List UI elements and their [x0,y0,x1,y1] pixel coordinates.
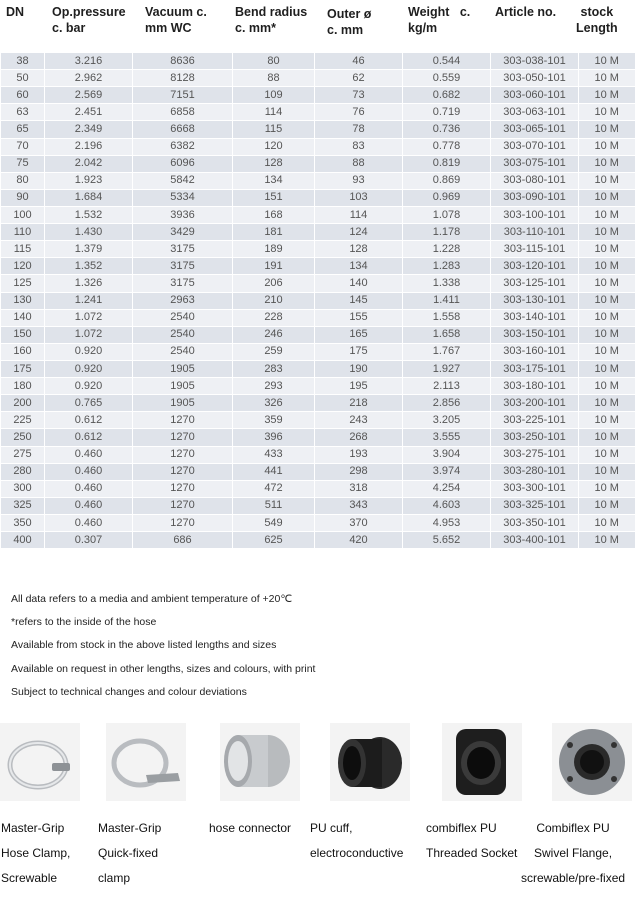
cell-outer-diameter: 298 [315,463,403,480]
cell-dn: 175 [1,360,45,377]
cell-article-no: 303-140-101 [491,309,579,326]
cell-op-pressure: 3.216 [45,53,133,70]
cell-outer-diameter: 93 [315,172,403,189]
cell-weight: 2.856 [403,395,491,412]
cell-dn: 38 [1,53,45,70]
cell-article-no: 303-250-101 [491,429,579,446]
cell-outer-diameter: 128 [315,241,403,258]
cell-dn: 100 [1,206,45,223]
cell-outer-diameter: 134 [315,258,403,275]
cell-op-pressure: 1.684 [45,189,133,206]
cell-article-no: 303-180-101 [491,378,579,395]
cell-article-no: 303-175-101 [491,360,579,377]
cell-vacuum: 1270 [133,514,233,531]
cell-stock-length: 10 M [579,480,635,497]
cell-dn: 110 [1,224,45,241]
cell-weight: 1.178 [403,224,491,241]
cell-stock-length: 10 M [579,463,635,480]
cell-bend-radius: 206 [233,275,315,292]
cell-stock-length: 10 M [579,155,635,172]
cell-article-no: 303-115-101 [491,241,579,258]
cell-outer-diameter: 190 [315,360,403,377]
threaded-socket-icon [442,723,522,801]
table-row [1,104,635,121]
cell-weight: 1.411 [403,292,491,309]
cell-stock-length: 10 M [579,532,635,549]
table-row [1,463,635,480]
cell-bend-radius: 246 [233,326,315,343]
cell-op-pressure: 0.460 [45,497,133,514]
cell-article-no: 303-090-101 [491,189,579,206]
cell-vacuum: 6382 [133,138,233,155]
cell-outer-diameter: 175 [315,343,403,360]
cell-article-no: 303-400-101 [491,532,579,549]
cell-vacuum: 5334 [133,189,233,206]
table-header [0,0,644,52]
table-row [1,206,635,223]
table-row [1,189,635,206]
cell-dn: 160 [1,343,45,360]
cell-outer-diameter: 140 [315,275,403,292]
cell-article-no: 303-050-101 [491,70,579,87]
cell-outer-diameter: 46 [315,53,403,70]
cell-op-pressure: 2.042 [45,155,133,172]
cell-bend-radius: 441 [233,463,315,480]
cell-vacuum: 3175 [133,275,233,292]
cell-op-pressure: 0.612 [45,429,133,446]
cell-weight: 1.558 [403,309,491,326]
cell-weight: 3.555 [403,429,491,446]
header-article: Article no. [495,5,557,19]
cell-op-pressure: 1.379 [45,241,133,258]
cell-outer-diameter: 193 [315,446,403,463]
cell-weight: 3.205 [403,412,491,429]
cell-dn: 80 [1,172,45,189]
cell-vacuum: 686 [133,532,233,549]
cell-vacuum: 7151 [133,87,233,104]
cell-dn: 275 [1,446,45,463]
cell-dn: 130 [1,292,45,309]
cell-bend-radius: 189 [233,241,315,258]
cell-op-pressure: 2.962 [45,70,133,87]
cell-dn: 75 [1,155,45,172]
cell-vacuum: 3175 [133,241,233,258]
cell-article-no: 303-150-101 [491,326,579,343]
cell-dn: 120 [1,258,45,275]
cell-bend-radius: 181 [233,224,315,241]
cell-outer-diameter: 165 [315,326,403,343]
cell-outer-diameter: 103 [315,189,403,206]
cell-dn: 200 [1,395,45,412]
cell-op-pressure: 0.920 [45,378,133,395]
cell-stock-length: 10 M [579,70,635,87]
cell-op-pressure: 1.072 [45,326,133,343]
cell-outer-diameter: 155 [315,309,403,326]
cell-vacuum: 5842 [133,172,233,189]
cell-dn: 60 [1,87,45,104]
cell-weight: 1.283 [403,258,491,275]
cell-bend-radius: 472 [233,480,315,497]
table-row [1,121,635,138]
cell-vacuum: 3175 [133,258,233,275]
cell-vacuum: 6096 [133,155,233,172]
cell-article-no: 303-063-101 [491,104,579,121]
cell-stock-length: 10 M [579,446,635,463]
cell-op-pressure: 1.923 [45,172,133,189]
table-row [1,241,635,258]
cell-stock-length: 10 M [579,241,635,258]
cell-op-pressure: 1.241 [45,292,133,309]
cell-vacuum: 3429 [133,224,233,241]
hose-clamp-quick-fixed-icon [106,723,186,801]
cell-dn: 400 [1,532,45,549]
pu-cuff-icon [330,723,410,801]
hose-connector-icon [220,723,300,801]
cell-article-no: 303-120-101 [491,258,579,275]
table-row [1,395,635,412]
cell-op-pressure: 1.326 [45,275,133,292]
table-row [1,275,635,292]
cell-outer-diameter: 114 [315,206,403,223]
cell-vacuum: 1905 [133,378,233,395]
cell-article-no: 303-100-101 [491,206,579,223]
cell-dn: 115 [1,241,45,258]
cell-stock-length: 10 M [579,412,635,429]
cell-op-pressure: 0.460 [45,480,133,497]
cell-weight: 0.736 [403,121,491,138]
header-weight: Weight c. kg/m [408,5,471,35]
table-row [1,172,635,189]
cell-dn: 325 [1,497,45,514]
cell-op-pressure: 1.430 [45,224,133,241]
cell-outer-diameter: 76 [315,104,403,121]
cell-bend-radius: 115 [233,121,315,138]
cell-op-pressure: 0.765 [45,395,133,412]
cell-dn: 300 [1,480,45,497]
table-row [1,138,635,155]
cell-op-pressure: 2.569 [45,87,133,104]
cell-outer-diameter: 124 [315,224,403,241]
cell-stock-length: 10 M [579,326,635,343]
cell-weight: 3.974 [403,463,491,480]
cell-dn: 350 [1,514,45,531]
table-row [1,412,635,429]
cell-outer-diameter: 218 [315,395,403,412]
cell-weight: 0.819 [403,155,491,172]
cell-stock-length: 10 M [579,258,635,275]
cell-article-no: 303-060-101 [491,87,579,104]
specs-table [0,52,635,548]
table-row [1,378,635,395]
cell-stock-length: 10 M [579,189,635,206]
cell-stock-length: 10 M [579,343,635,360]
cell-outer-diameter: 318 [315,480,403,497]
cell-stock-length: 10 M [579,514,635,531]
cell-weight: 0.719 [403,104,491,121]
note-subject-changes: Subject to technical changes and colour deviations [11,685,247,698]
header-op-pressure: Op.pressure c. bar [52,5,126,35]
cell-weight: 3.904 [403,446,491,463]
cell-outer-diameter: 62 [315,70,403,87]
cell-bend-radius: 128 [233,155,315,172]
cell-stock-length: 10 M [579,206,635,223]
cell-outer-diameter: 73 [315,87,403,104]
cell-vacuum: 1270 [133,429,233,446]
cell-weight: 0.778 [403,138,491,155]
table-row [1,343,635,360]
cell-article-no: 303-070-101 [491,138,579,155]
cell-article-no: 303-065-101 [491,121,579,138]
cell-op-pressure: 0.460 [45,514,133,531]
table-row [1,480,635,497]
cell-bend-radius: 228 [233,309,315,326]
cell-dn: 125 [1,275,45,292]
cell-article-no: 303-200-101 [491,395,579,412]
cell-article-no: 303-038-101 [491,53,579,70]
cell-article-no: 303-325-101 [491,497,579,514]
table-row [1,326,635,343]
cell-outer-diameter: 343 [315,497,403,514]
cell-weight: 0.969 [403,189,491,206]
cell-article-no: 303-275-101 [491,446,579,463]
cell-article-no: 303-350-101 [491,514,579,531]
cell-stock-length: 10 M [579,292,635,309]
cell-bend-radius: 549 [233,514,315,531]
cell-article-no: 303-110-101 [491,224,579,241]
cell-op-pressure: 1.532 [45,206,133,223]
cell-weight: 4.953 [403,514,491,531]
table-row [1,532,635,549]
cell-stock-length: 10 M [579,395,635,412]
cell-stock-length: 10 M [579,497,635,514]
table-row [1,429,635,446]
cell-bend-radius: 433 [233,446,315,463]
cell-stock-length: 10 M [579,121,635,138]
cell-op-pressure: 1.352 [45,258,133,275]
cell-weight: 1.927 [403,360,491,377]
cell-weight: 0.682 [403,87,491,104]
cell-weight: 4.603 [403,497,491,514]
cell-weight: 1.228 [403,241,491,258]
cell-bend-radius: 293 [233,378,315,395]
table-row [1,309,635,326]
header-outer-diameter: Outer ø c. mm [327,7,372,37]
cell-op-pressure: 1.072 [45,309,133,326]
cell-dn: 63 [1,104,45,121]
table-row [1,514,635,531]
cell-bend-radius: 168 [233,206,315,223]
cell-weight: 0.559 [403,70,491,87]
cell-bend-radius: 326 [233,395,315,412]
cell-weight: 0.544 [403,53,491,70]
cell-op-pressure: 0.920 [45,343,133,360]
table-row [1,292,635,309]
cell-article-no: 303-300-101 [491,480,579,497]
header-bend-radius: Bend radius c. mm* [235,5,308,35]
cell-bend-radius: 80 [233,53,315,70]
cell-bend-radius: 88 [233,70,315,87]
cell-outer-diameter: 78 [315,121,403,138]
cell-article-no: 303-160-101 [491,343,579,360]
product-label-hose-clamp-screwable: Master-Grip Hose Clamp, Screwable [1,821,71,885]
cell-dn: 250 [1,429,45,446]
cell-article-no: 303-125-101 [491,275,579,292]
table-row [1,155,635,172]
cell-stock-length: 10 M [579,138,635,155]
cell-stock-length: 10 M [579,378,635,395]
cell-stock-length: 10 M [579,309,635,326]
cell-dn: 180 [1,378,45,395]
cell-article-no: 303-130-101 [491,292,579,309]
cell-bend-radius: 511 [233,497,315,514]
cell-vacuum: 2963 [133,292,233,309]
cell-weight: 5.652 [403,532,491,549]
note-stock: Available from stock in the above listed lengths and sizes [11,639,277,652]
cell-vacuum: 1905 [133,395,233,412]
cell-stock-length: 10 M [579,275,635,292]
cell-stock-length: 10 M [579,87,635,104]
cell-bend-radius: 114 [233,104,315,121]
cell-vacuum: 1270 [133,446,233,463]
cell-vacuum: 2540 [133,326,233,343]
cell-op-pressure: 2.451 [45,104,133,121]
cell-op-pressure: 0.460 [45,463,133,480]
cell-weight: 1.078 [403,206,491,223]
swivel-flange-icon [552,723,632,801]
cell-vacuum: 3936 [133,206,233,223]
cell-outer-diameter: 243 [315,412,403,429]
cell-vacuum: 8128 [133,70,233,87]
cell-article-no: 303-280-101 [491,463,579,480]
cell-bend-radius: 210 [233,292,315,309]
cell-dn: 70 [1,138,45,155]
cell-bend-radius: 120 [233,138,315,155]
cell-dn: 50 [1,70,45,87]
cell-bend-radius: 134 [233,172,315,189]
note-inside-hose: *refers to the inside of the hose [11,616,157,629]
cell-op-pressure: 0.307 [45,532,133,549]
cell-weight: 0.869 [403,172,491,189]
cell-outer-diameter: 370 [315,514,403,531]
table-row [1,224,635,241]
cell-bend-radius: 191 [233,258,315,275]
cell-weight: 1.658 [403,326,491,343]
cell-weight: 4.254 [403,480,491,497]
table-row [1,360,635,377]
note-temperature: All data refers to a media and ambient temperature of +20℃ [11,593,293,605]
cell-bend-radius: 283 [233,360,315,377]
cell-dn: 280 [1,463,45,480]
cell-article-no: 303-075-101 [491,155,579,172]
table-row [1,497,635,514]
cell-op-pressure: 0.920 [45,360,133,377]
product-label-pu-cuff: PU cuff, electroconductive [310,821,404,860]
hose-clamp-screwable-icon [0,723,80,801]
cell-bend-radius: 359 [233,412,315,429]
cell-weight: 1.767 [403,343,491,360]
cell-stock-length: 10 M [579,224,635,241]
cell-vacuum: 1270 [133,480,233,497]
table-row [1,87,635,104]
cell-bend-radius: 396 [233,429,315,446]
header-vacuum: Vacuum c. mm WC [145,5,207,35]
cell-stock-length: 10 M [579,53,635,70]
product-label-hose-connector: hose connector [209,821,292,835]
cell-op-pressure: 2.196 [45,138,133,155]
header-stock-length: stock Length [576,5,618,35]
cell-bend-radius: 109 [233,87,315,104]
cell-stock-length: 10 M [579,172,635,189]
cell-vacuum: 1270 [133,412,233,429]
cell-stock-length: 10 M [579,429,635,446]
cell-dn: 150 [1,326,45,343]
cell-stock-length: 10 M [579,104,635,121]
cell-vacuum: 1270 [133,497,233,514]
note-on-request: Available on request in other lengths, sizes and colours, with print [11,662,316,675]
cell-outer-diameter: 268 [315,429,403,446]
cell-bend-radius: 259 [233,343,315,360]
cell-dn: 90 [1,189,45,206]
cell-op-pressure: 2.349 [45,121,133,138]
product-label-threaded-socket: combiflex PU Threaded Socket [426,821,518,860]
cell-outer-diameter: 420 [315,532,403,549]
header-dn: DN [6,5,25,19]
cell-vacuum: 8636 [133,53,233,70]
cell-vacuum: 1270 [133,463,233,480]
cell-outer-diameter: 145 [315,292,403,309]
cell-article-no: 303-225-101 [491,412,579,429]
notes [11,590,315,706]
cell-outer-diameter: 83 [315,138,403,155]
table-row [1,258,635,275]
cell-weight: 2.113 [403,378,491,395]
cell-dn: 140 [1,309,45,326]
cell-dn: 65 [1,121,45,138]
cell-weight: 1.338 [403,275,491,292]
cell-outer-diameter: 88 [315,155,403,172]
cell-vacuum: 1905 [133,360,233,377]
table-row [1,446,635,463]
cell-dn: 225 [1,412,45,429]
cell-vacuum: 6668 [133,121,233,138]
product-label-hose-clamp-quick-fixed: Master-Grip Quick-fixed clamp [98,821,162,885]
cell-vacuum: 2540 [133,343,233,360]
product-label-swivel-flange: Combiflex PU Swivel Flange, screwable/pre-fixed [521,821,626,885]
cell-vacuum: 6858 [133,104,233,121]
cell-vacuum: 2540 [133,309,233,326]
cell-bend-radius: 151 [233,189,315,206]
cell-op-pressure: 0.460 [45,446,133,463]
cell-stock-length: 10 M [579,360,635,377]
table-row [1,53,635,70]
table-row [1,70,635,87]
cell-article-no: 303-080-101 [491,172,579,189]
cell-outer-diameter: 195 [315,378,403,395]
cell-bend-radius: 625 [233,532,315,549]
cell-op-pressure: 0.612 [45,412,133,429]
